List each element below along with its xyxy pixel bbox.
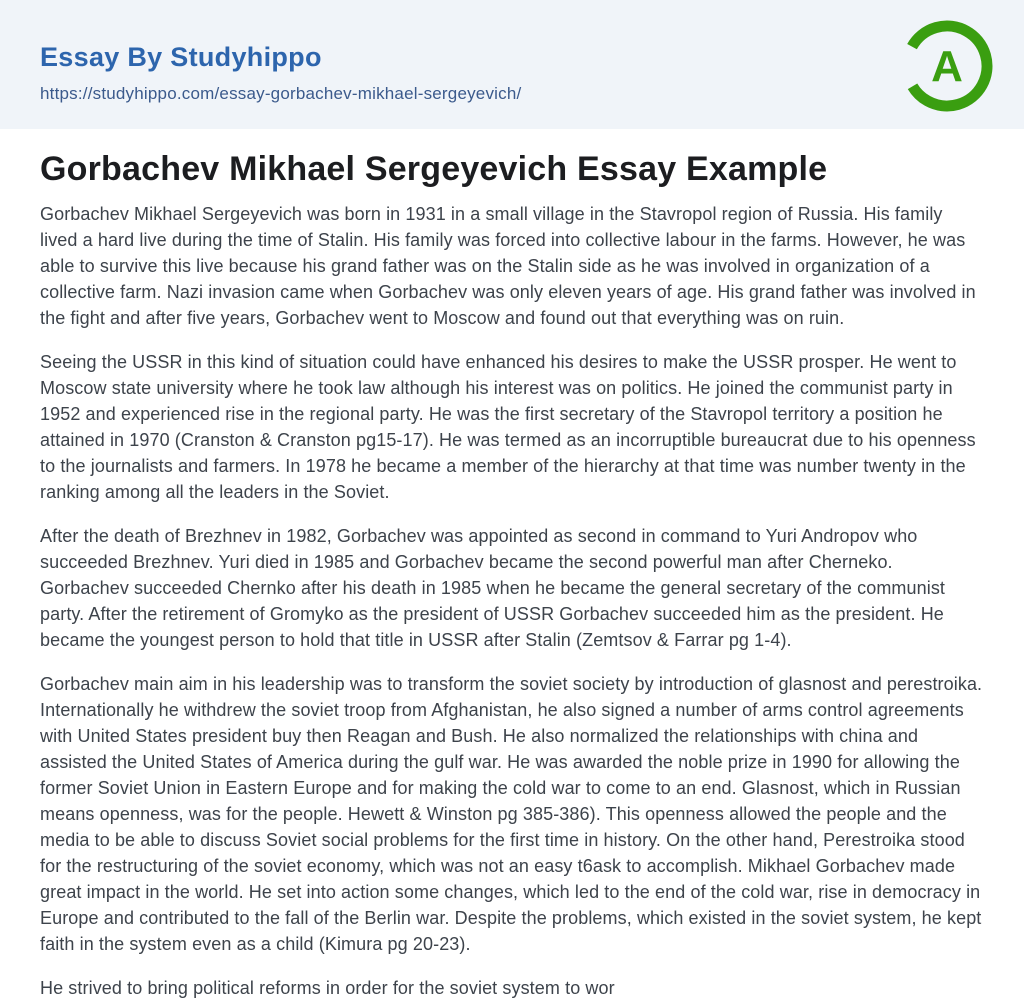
essay-content [0, 129, 1024, 1001]
page-header [0, 0, 1024, 129]
logo-arc-icon [901, 20, 993, 112]
essay-paragraph-1: Gorbachev Mikhael Sergeyevich was born in 1931 in a small village in the Stavropol region of Russia. His family lived a hard live during the time of Stalin. His family was forced into collective labour in the farms. However, he was able to survive this live because his grand father was on the Stalin side as he was involved in organization of a collective farm. Nazi invasion came when Gorbachev was only eleven years of age. His grand father was involved in the fight and after five years, Gorbachev went to Moscow and found out that everything was on ruin. [40, 203, 976, 328]
essay-paragraph-3: After the death of Brezhnev in 1982, Gorbachev was appointed as second in command to Yuri Andropov who succeeded Brezhnev. Yuri died in 1985 and Gorbachev became the second powerful man after Cherneko. Gorbachev succeeded Chernko after his death in 1985 when he became the general secretary of the communist party. After the retirement of Gromyko as the president of USSR Gorbachev succeeded him as the president. He became the youngest person to hold that title in USSR after Stalin (Zemtsov & Farrar pg 1-4). [40, 525, 946, 650]
essay-paragraph-4: Gorbachev main aim in his leadership was to transform the soviet society by introduction of glasnost and perestroika. Internationally he withdrew the soviet troop from Afghanistan, he also signed a number of arms control agreements with United States president buy then Reagan and Bush. He also normalized the relationships with china and assisted the United States of America during the gulf war. He was awarded the noble prize in 1990 for allowing the former Soviet Union in Eastern Europe and for making the cold war to come to an end. Glasnost, which in Russian means openness, was for the people. Hewett & Winston pg 385-386). This openness allowed the people and the media to be able to discuss Soviet social problems for the first time in history. On the other hand, Perestroika stood for the restructuring of the soviet economy, which was not an easy t6ask to accomplish. Mikhael Gorbachev made great impact in the world. He set into action some changes, which led to the end of the cold war, rise in democracy in Europe and contributed to the fall of the Berlin war. Despite the problems, which existed in the soviet system, he kept faith in the system even as a child (Kimura pg 20-23). [40, 673, 983, 954]
site-label: Essay By Studyhippo [40, 42, 322, 72]
essay-title: Gorbachev Mikhael Sergeyevich Essay Example [40, 150, 828, 188]
essay-paragraph-5: He strived to bring political reforms in order for the soviet system to wor [40, 977, 615, 998]
studyhippo-logo [901, 20, 993, 112]
essay-url-link[interactable]: https://studyhippo.com/essay-gorbachev-mikhael-sergeyevich/ [40, 84, 522, 103]
essay-paragraph-2: Seeing the USSR in this kind of situation could have enhanced his desires to make the USSR prosper. He went to Moscow state university where he took law although his interest was on politics. He joined the communist party in 1952 and experienced rise in the regional party. He was the first secretary of the Stavropol territory a position he attained in 1970 (Cranston & Cranston pg15-17). He was termed as an incorruptible bureaucrat due to his openness to the journalists and farmers. In 1978 he became a member of the hierarchy at that time was number twenty in the ranking among all the leaders in the Soviet. [40, 351, 976, 502]
logo-letter: A [931, 42, 963, 91]
